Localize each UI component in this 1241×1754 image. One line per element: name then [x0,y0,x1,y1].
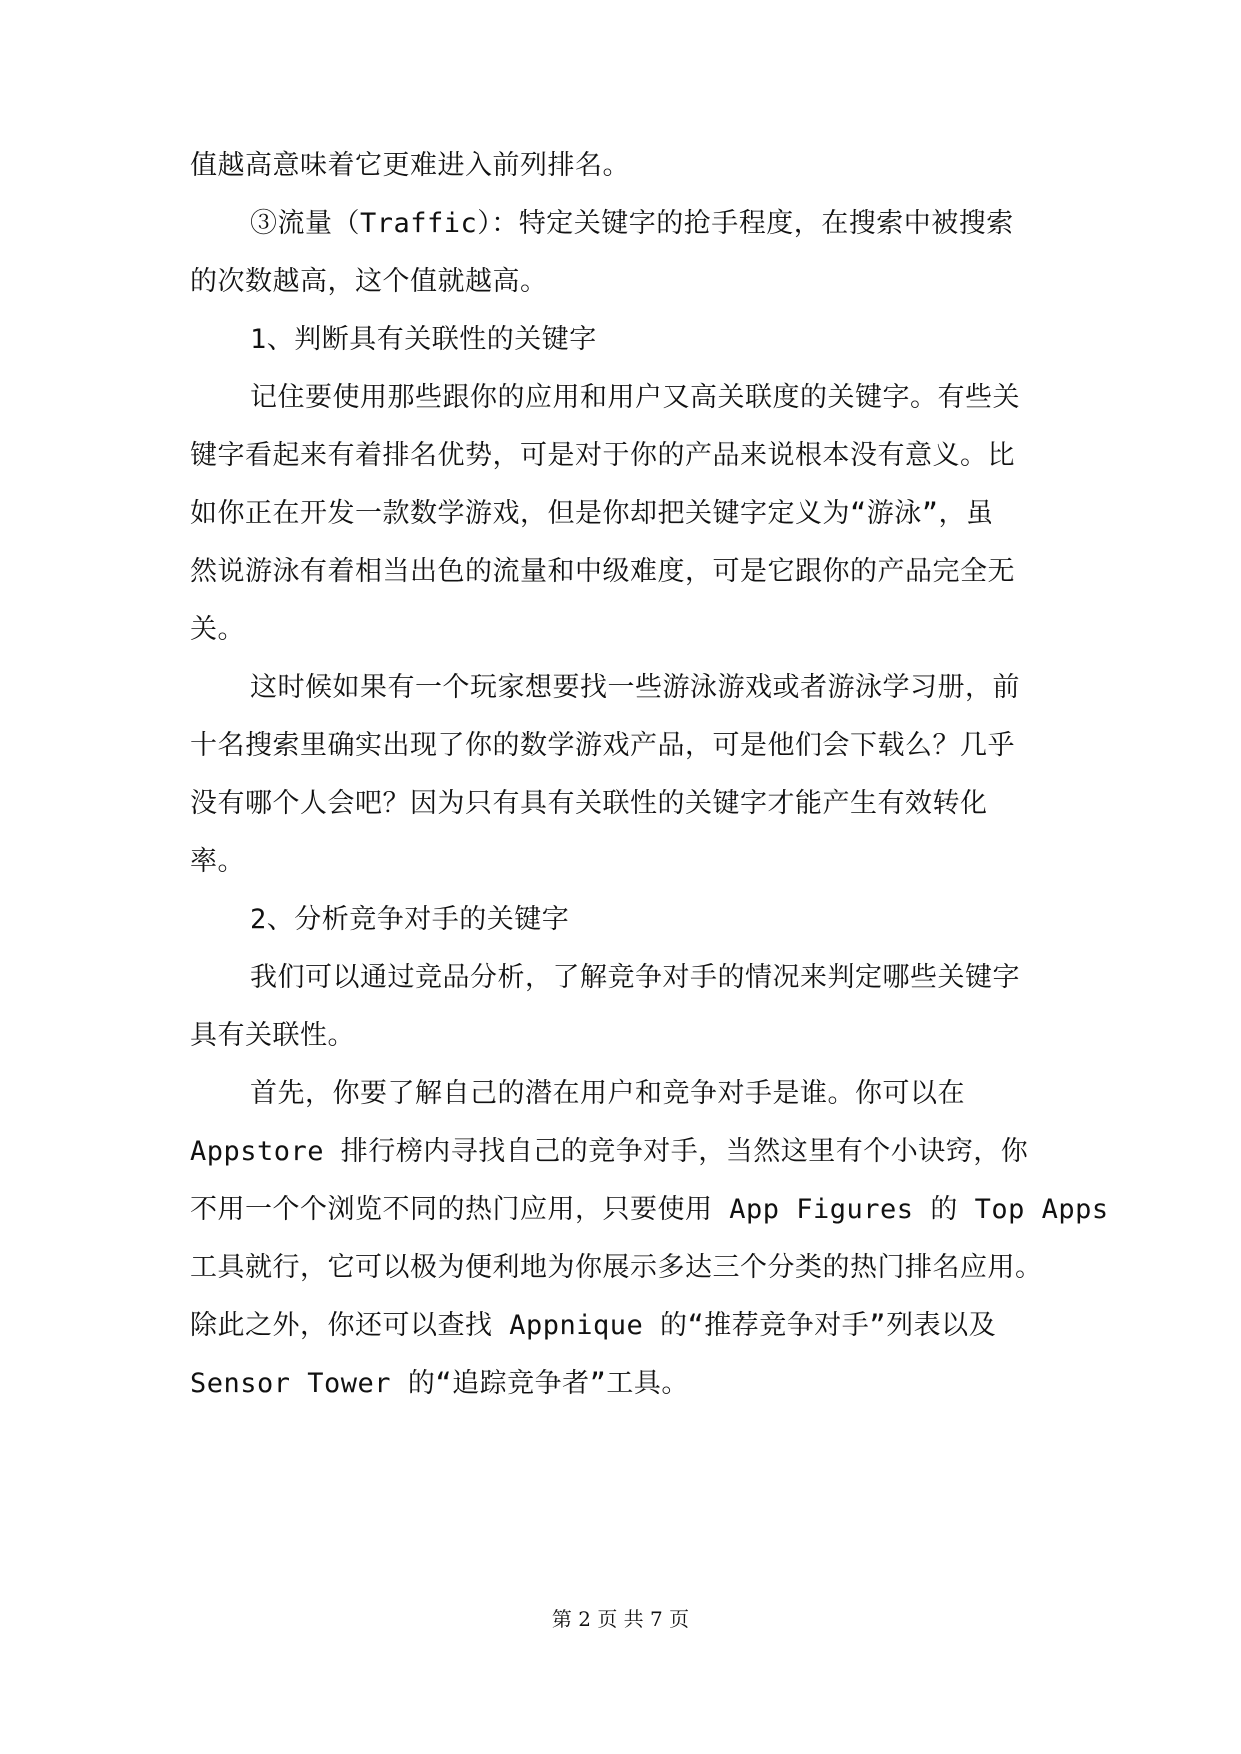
text-line: 值越高意味着它更难进入前列排名。 [190,150,630,181]
text-line: 的次数越高，这个值就越高。 [190,266,548,297]
text-line: 首先，你要了解自己的潜在用户和竞争对手是谁。你可以在 [250,1078,965,1109]
text-line: 这时候如果有一个玩家想要找一些游泳游戏或者游泳学习册，前 [250,672,1020,703]
text-line: Appstore 排行榜内寻找自己的竞争对手，当然这里有个小诀窍，你 [190,1136,1029,1167]
section-heading: 2、分析竞争对手的关键字 [250,904,570,935]
text-line: 记住要使用那些跟你的应用和用户又高关联度的关键字。有些关 [250,382,1020,413]
text-line: 率。 [190,846,245,877]
text-line: 我们可以通过竞品分析，了解竞争对手的情况来判定哪些关键字 [250,962,1020,993]
text-line: 具有关联性。 [190,1020,355,1051]
section-heading: 1、判断具有关联性的关键字 [250,324,597,355]
text-line: 然说游泳有着相当出色的流量和中级难度，可是它跟你的产品完全无 [190,556,1015,587]
text-line: ③流量（Traffic）：特定关键字的抢手程度，在搜索中被搜索 [250,208,1014,239]
text-line: Sensor Tower 的“追踪竞争者”工具。 [190,1368,689,1399]
text-line: 如你正在开发一款数学游戏，但是你却把关键字定义为“游泳”，虽 [190,498,994,529]
text-line: 没有哪个人会吧？因为只有具有关联性的关键字才能产生有效转化 [190,788,988,819]
text-line: 工具就行，它可以极为便利地为你展示多达三个分类的热门排名应用。 [190,1252,1043,1283]
text-line: 十名搜索里确实出现了你的数学游戏产品，可是他们会下载么？几乎 [190,730,1015,761]
text-line: 关。 [190,614,245,645]
text-line: 不用一个个浏览不同的热门应用，只要使用 App Figures 的 Top Apps [190,1194,1109,1225]
page-number-footer: 第 2 页 共 7 页 [551,1607,690,1631]
text-line: 除此之外，你还可以查找 Appnique 的“推荐竞争对手”列表以及 [190,1310,997,1341]
text-line: 键字看起来有着排名优势，可是对于你的产品来说根本没有意义。比 [190,440,1015,471]
